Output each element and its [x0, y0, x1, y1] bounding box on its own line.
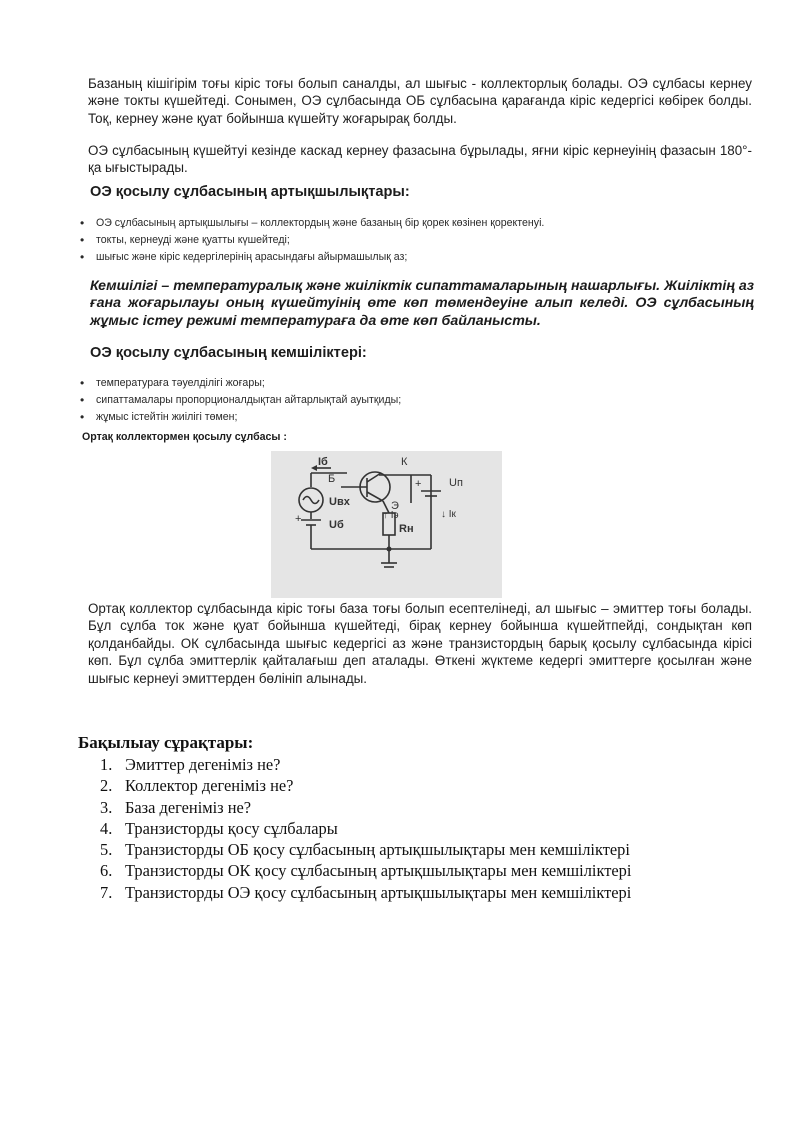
list-item: • жұмыс істейтін жиілігі төмен; — [90, 409, 401, 426]
question-item — [78, 818, 631, 839]
list-item: • сипаттамалары пропорционалдықтан айтарлықтай ауытқиды; — [90, 392, 401, 409]
label-b: Б — [328, 473, 336, 485]
label-plus-right: + — [415, 478, 422, 490]
question-item — [78, 754, 631, 775]
label-ub: Uб — [329, 519, 344, 531]
paragraph-common-collector: Ортақ коллектор сұлбасында кіріс тоғы база тоғы болып есептелінеді, ал шығыс – эмиттер тоғы болады. Бұл сұлба ток және қуат бойынша күшейтеді, бірақ кернеу бойынша күшейтпейді, сондықтан көп қолданбайды. ОК сұлбасында шығыс кедергісі аз және транзистордың барық қосылу сұлбасында кірісі көп. Бұл сұлба эмиттерлік қайталағыш деп аталады. Өткені жүктеме кедергі эмиттерге қосылған және шығыс кернеуі эмиттерден бөлініп алынады. — [88, 601, 752, 686]
questions-list — [78, 754, 631, 903]
list-item: • токты, кернеуді және қуатты күшейтеді; — [90, 232, 544, 249]
question-item — [78, 882, 631, 903]
questions-title: Бақылыау сұрақтары: — [78, 733, 254, 752]
disadvantages-list — [74, 375, 401, 426]
question-text: Транзисторды ОК қосу сұлбасының артықшылықтары мен кемшіліктері — [125, 861, 632, 881]
question-text: Эмиттер дегеніміз не? — [125, 755, 281, 774]
question-number: 2. — [100, 776, 113, 796]
disadvantage-note: Кемшілігі – температуралық және жиіліктік сипаттамаларының нашарлығы. Жиіліктің аз ғана жоғарылауы оның күшейтуінің өте көп төмендеуіне алып келеді. ОЭ сұлбасының жұмыс істеу режимі температураға да өте көп байланысты. — [90, 278, 754, 329]
label-ie: ↑ Iэ — [383, 510, 399, 521]
label-k: К — [401, 456, 408, 468]
advantages-heading: ОЭ қосылу сұлбасының артықшылықтары: — [90, 184, 410, 200]
question-number: 4. — [100, 818, 113, 838]
common-collector-circuit-diagram — [271, 451, 502, 598]
label-e: Э — [391, 500, 399, 512]
list-item: • ОЭ сұлбасының артықшылығы – коллектордың және базаның бір қорек көзінен қоректенуі. — [90, 215, 544, 232]
question-number: 6. — [100, 861, 113, 881]
common-collector-heading: Ортақ коллектормен қосылу сұлбасы : — [82, 431, 287, 443]
circuit-schematic — [271, 451, 502, 598]
question-text: Транзисторды қосу сұлбалары — [125, 818, 338, 838]
question-item — [78, 839, 631, 860]
list-item: • температураға тәуелділігі жоғары; — [90, 375, 401, 392]
advantages-list — [74, 215, 544, 266]
question-item — [78, 797, 631, 818]
question-number: 5. — [100, 840, 113, 860]
disadvantages-heading: ОЭ қосылу сұлбасының кемшіліктері: — [90, 345, 367, 361]
question-number: 1. — [100, 755, 113, 774]
question-text: Транзисторды ОЭ қосу сұлбасының артықшылықтары мен кемшіліктері — [125, 882, 632, 902]
label-plus-left: + — [295, 513, 302, 525]
list-item: • шығыс және кіріс кедергілерінің арасындағы айырмашылық аз; — [90, 249, 544, 266]
paragraph-oe-intro: Базаның кішігірім тоғы кіріс тоғы болып саналды, ал шығыс - коллекторлық болады. ОЭ сұлбасы кернеу және токты күшейтеді. Сонымен, ОЭ сұлбасында ОБ сұлбасына қарағанда кіріс кедергісі көбірек болды. Тоқ, кернеу және қуат бойынша күшейту жоғарырақ болды. — [88, 76, 752, 126]
question-item — [78, 860, 631, 881]
scanned-page-excerpt — [80, 72, 760, 708]
paragraph-oe-phase: ОЭ сұлбасының күшейтуі кезінде каскад кернеу фазасына бұрылады, яғни кіріс кернеуінің фазасын 180°- қа ығыстырады. — [88, 143, 752, 176]
label-uvx: Uвх — [329, 496, 350, 508]
question-text: Коллектор дегеніміз не? — [125, 776, 294, 796]
label-rn: Rн — [399, 523, 414, 535]
question-text: Транзисторды ОБ қосу сұлбасының артықшылықтары мен кемшіліктері — [125, 840, 630, 860]
question-number: 3. — [100, 797, 113, 817]
label-ib: Iб — [318, 456, 328, 468]
question-number: 7. — [100, 882, 113, 902]
question-item — [78, 775, 631, 796]
label-up: Uп — [449, 477, 463, 489]
question-text: База дегеніміз не? — [125, 797, 252, 817]
label-ik: ↓ Iк — [441, 509, 456, 520]
